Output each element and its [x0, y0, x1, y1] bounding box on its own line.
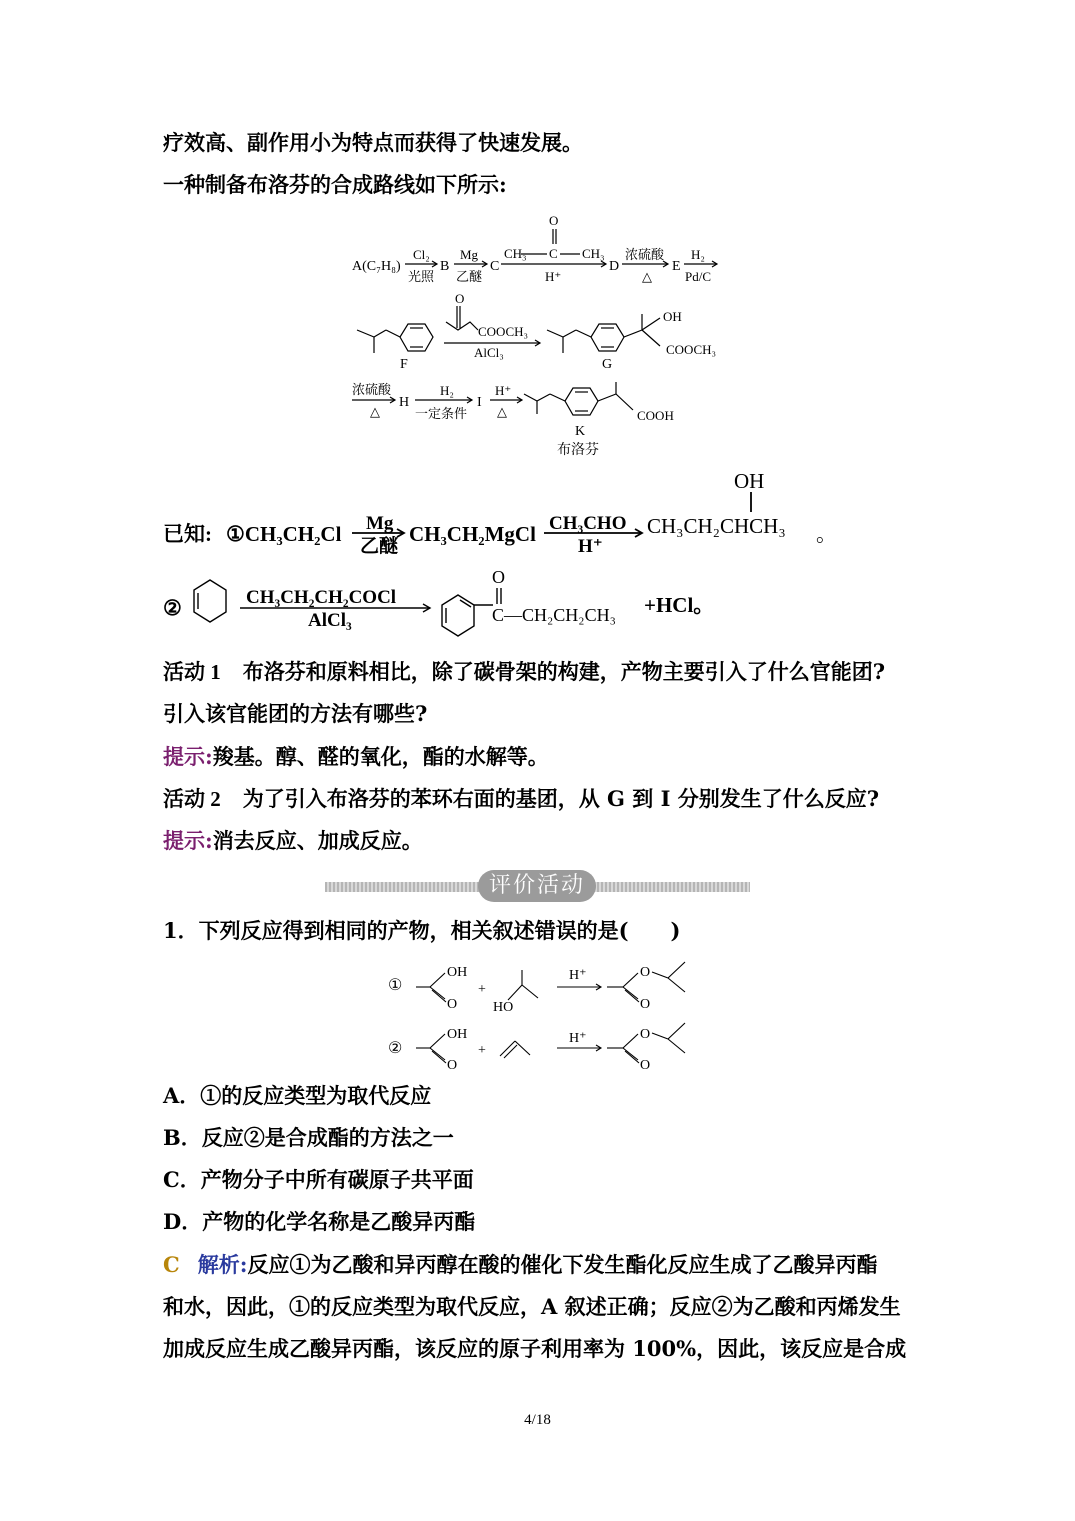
scheme-h2-2: H₂ [440, 383, 454, 398]
scheme-K: K [575, 424, 586, 439]
answer-letter: C [163, 1252, 180, 1277]
activity1-hint [163, 742, 549, 772]
scheme-o2: O [455, 291, 465, 306]
section-banner [325, 870, 750, 902]
scheme-conc: 浓硫酸 [625, 247, 665, 262]
scheme-h-plus-2: H⁺ [495, 383, 512, 398]
activity2-question: 为了引入布洛芬的苯环右面的基团，从 G 到 I 分别发生了什么反应? [242, 786, 880, 811]
known-r2-reagent: CH₃CH₂CH₂COCl [246, 587, 397, 608]
scheme-alcl3: AlCl₃ [474, 345, 504, 360]
scheme-H: H [399, 395, 410, 410]
scheme-ibuprofen: 布洛芬 [557, 443, 599, 458]
q-r1-oh: OH [447, 965, 468, 980]
scheme-h-plus: H⁺ [545, 269, 562, 284]
scheme-cooch3-2: COOCH₃ [666, 342, 717, 357]
scheme-A: A(C₇H₈) [352, 259, 401, 274]
known-reaction-1 [160, 465, 840, 555]
scheme-cl2: Cl₂ [413, 247, 430, 262]
known-r2-o: O [492, 567, 505, 587]
q-r1-ho: HO [493, 1000, 514, 1015]
q-r1: ① [388, 977, 403, 994]
known-prefix: 已知: [163, 522, 212, 546]
q-r2-plus: + [478, 1043, 486, 1058]
analysis-text-1: 反应①为乙酸和异丙醇在酸的催化下发生酯化反应生成了乙酸异丙酯 [247, 1252, 878, 1277]
hint-text: 羧基。醇、醛的氧化，酯的水解等。 [212, 744, 549, 769]
activity2-line [163, 784, 879, 814]
activity1-line2: 引入该官能团的方法有哪些? [163, 701, 428, 726]
activity1-line1 [163, 657, 885, 687]
scheme-C: C [490, 259, 500, 274]
hint-label-2: 提示: [163, 828, 213, 853]
scheme-oh: OH [663, 309, 682, 324]
question-stem: 1．下列反应得到相同的产物，相关叙述错误的是( ) [163, 918, 681, 943]
page-number: 4/18 [524, 1412, 551, 1428]
scheme-pdc: Pd/C [685, 269, 712, 284]
activity1-question: 布洛芬和原料相比，除了碳骨架的构建，产物主要引入了什么官能团? [242, 659, 886, 684]
analysis-line-3: 加成反应生成乙酸异丙酯，该反应的原子利用率为 100%，因此，该反应是合成 [163, 1336, 907, 1361]
known-r2-cat: AlCl₃ [308, 610, 352, 631]
known-r2-end: +HCl。 [644, 593, 715, 617]
option-c: C．产物分子中所有碳原子共平面 [163, 1167, 474, 1192]
known-r1-ether: 乙醚 [360, 536, 399, 557]
known-r1-ald: CH₃CHO [549, 513, 627, 534]
analysis-line-2: 和水，因此，①的反应类型为取代反应，A 叙述正确；反应②为乙酸和丙烯发生 [163, 1294, 901, 1319]
scheme-cond: 一定条件 [415, 406, 468, 421]
hint-text-2: 消去反应、加成反应。 [212, 828, 423, 853]
intro-line-2: 一种制备布洛芬的合成路线如下所示: [163, 172, 507, 197]
banner-title: 评价活动 [478, 870, 596, 902]
intro-line-1: 疗效高、副作用小为特点而获得了快速发展。 [163, 130, 583, 155]
scheme-ch3-left: CH₃ [504, 246, 527, 261]
known-r1-mg: Mg [366, 513, 394, 534]
q-r1-plus: + [478, 982, 486, 997]
known-r1-end: 。 [816, 522, 837, 546]
scheme-B: B [440, 259, 450, 274]
scheme-c: C [549, 246, 558, 261]
scheme-o: O [549, 213, 559, 228]
activity2-label: 活动 2 [163, 787, 221, 811]
scheme-cooch3-1: COOCH₃ [478, 324, 529, 339]
option-d: D．产物的化学名称是乙酸异丙酯 [163, 1209, 476, 1234]
q-r2-o: O [447, 1058, 458, 1073]
scheme-delta-2: △ [370, 404, 380, 419]
q-r2-prod-o1: O [640, 1027, 651, 1042]
question-reactions [380, 955, 690, 1075]
analysis-label: 解析: [197, 1252, 248, 1277]
scheme-h2: H₂ [691, 247, 705, 262]
scheme-conc-2: 浓硫酸 [352, 382, 392, 397]
scheme-cooh: COOH [637, 408, 674, 423]
known-r1-h: H⁺ [578, 536, 603, 557]
q-r2: ② [388, 1040, 403, 1057]
option-a: A．①的反应类型为取代反应 [163, 1083, 432, 1108]
scheme-E: E [672, 259, 681, 274]
scheme-ether: 乙醚 [456, 269, 483, 284]
activity1-label: 活动 1 [163, 660, 221, 684]
q-r2-oh: OH [447, 1027, 468, 1042]
q-r1-prod-o2: O [640, 997, 651, 1012]
known-r2-chain: C—CH₂CH₂CH₃ [492, 605, 616, 625]
scheme-delta-3: △ [497, 404, 507, 419]
activity2-hint [163, 826, 423, 856]
scheme-D: D [609, 259, 620, 274]
known-r2-num: ② [163, 596, 182, 620]
scheme-G: G [602, 357, 613, 372]
option-b: B．反应②是合成酯的方法之一 [163, 1125, 454, 1150]
q-r1-h: H⁺ [569, 968, 587, 983]
scheme-delta: △ [642, 269, 652, 284]
scheme-mg: Mg [460, 247, 479, 262]
known-r1-start: ①CH₃CH₂Cl [226, 522, 342, 546]
scheme-I: I [477, 395, 482, 410]
q-r1-prod-o1: O [640, 965, 651, 980]
known-r1-mid: CH₃CH₂MgCl [409, 522, 536, 546]
known-reaction-2 [160, 565, 730, 645]
scheme-light: 光照 [408, 269, 435, 284]
analysis-line-1 [163, 1250, 877, 1280]
hint-label: 提示: [163, 744, 213, 769]
scheme-ch3-right: CH₃ [582, 246, 605, 261]
q-r2-prod-o2: O [640, 1058, 651, 1073]
q-r2-h: H⁺ [569, 1031, 587, 1046]
known-r1-oh: OH [734, 469, 765, 493]
q-r1-o: O [447, 997, 458, 1012]
known-r1-product: CH₃CH₂CHCH₃ [647, 514, 786, 538]
synthesis-scheme [340, 205, 760, 470]
scheme-F: F [400, 357, 408, 372]
